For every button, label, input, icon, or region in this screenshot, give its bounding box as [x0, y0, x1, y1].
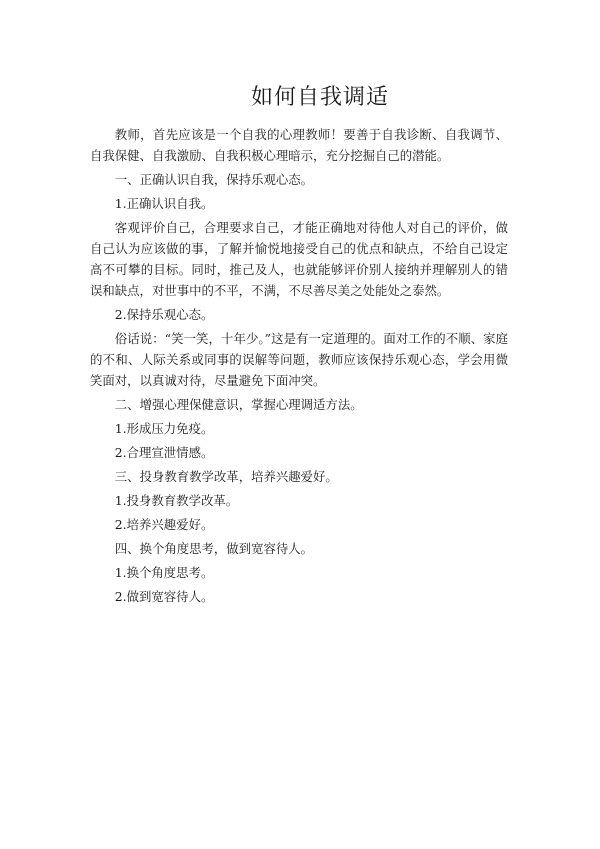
subheading-1-2: 2.保持乐观心态。	[114, 307, 214, 322]
subheading-2-2: 2.合理宣泄情感。	[114, 445, 214, 460]
subheading-2-1: 1.形成压力免疫。	[114, 421, 214, 436]
subheading-4-1: 1.换个角度思考。	[114, 565, 214, 580]
document-body	[90, 124, 508, 610]
section-heading-2: 二、增强心理保健意识，掌握心理调适方法。	[114, 397, 363, 412]
subheading-3-1: 1.投身教育教学改革。	[114, 493, 239, 508]
intro-paragraph: 教师，首先应该是一个自我的心理教师！要善于自我诊断、自我调节、自我保健、自我激励、自我积极心理暗示，充分挖掘自己的潜能。	[90, 127, 508, 163]
body-paragraph: 俗话说：“笑一笑，十年少。”这是有一定道理的。面对工作的不顺、家庭的不和、人际关系或同事的误解等问题，教师应该保持乐观心态，学会用微笑面对，以真诚对待，尽量避免下面冲突。	[90, 331, 508, 388]
section-heading-1: 一、正确认识自我，保持乐观心态。	[114, 172, 314, 187]
subheading-3-2: 2.培养兴趣爱好。	[114, 517, 214, 532]
subheading-1-1: 1.正确认识自我。	[114, 196, 214, 211]
section-heading-4: 四、换个角度思考，做到宽容待人。	[114, 541, 314, 556]
section-heading-3: 三、投身教育教学改革，培养兴趣爱好。	[114, 469, 338, 484]
subheading-4-2: 2.做到宽容待人。	[114, 589, 214, 604]
body-paragraph: 客观评价自己，合理要求自己，才能正确地对待他人对自己的评价，做自己认为应该做的事，了解并愉悦地接受自己的优点和缺点，不给自己设定高不可攀的目标。同时，推己及人，也就能够评价别人接纳并理解别人的错误和缺点，对世事中的不平，不满，不尽善尽美之处能处之泰然。	[90, 220, 508, 298]
document-title: 如何自我调适	[250, 85, 389, 110]
